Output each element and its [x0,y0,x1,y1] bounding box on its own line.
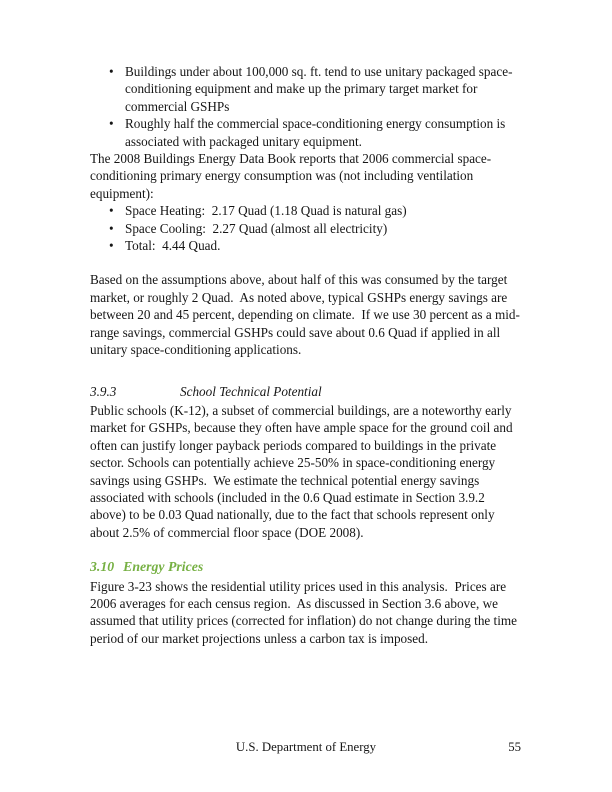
list-item: • Space Cooling: 2.27 Quad (almost all electricity) [125,220,523,237]
heading-title: Energy Prices [123,559,204,575]
paragraph-energy-prices: Figure 3-23 shows the residential utility prices used in this analysis. Prices are 2006 averages for each census region. As discussed in Section 3.6 above, we assumed that utility prices (corrected for inflation) do not change during the time period of our market projections unless a carbon tax is imposed. [90,578,521,646]
spacer [90,254,523,271]
heading-number: 3.10 [90,559,115,575]
paragraph-data-book: The 2008 Buildings Energy Data Book reports that 2006 commercial space-conditioning primary energy consumption was (not including ventilation equipment): [90,151,492,201]
heading-title: School Technical Potential [180,383,322,399]
spacer [90,541,523,558]
heading-school-technical-potential [90,383,523,400]
list-item: • Roughly half the commercial space-conditioning energy consumption is associated with packaged unitary equipment. [125,115,523,150]
consumption-bullet-list [90,202,523,254]
spacer [90,359,523,383]
footer-organization: U.S. Department of Energy [235,740,377,754]
list-item: • Buildings under about 100,000 sq. ft. tend to use unitary packaged space-conditioning equipment and make up the primary target market for commercial GSHPs [125,63,523,115]
page-body [90,63,523,647]
heading-number: 3.9.3 [90,383,117,399]
market-bullet-list [90,63,523,150]
list-item: • Total: 4.44 Quad. [125,237,523,254]
list-item: • Space Heating: 2.17 Quad (1.18 Quad is natural gas) [125,202,523,219]
paragraph-assumptions: Based on the assumptions above, about half of this was consumed by the target market, or roughly 2 Quad. As noted above, typical GSHPs energy savings are between 20 and 45 percent, depending on climate. If we use 30 percent as a mid-range savings, commercial GSHPs could save about 0.6 Quad if applied in all unitary space-conditioning applications. [90,272,520,358]
footer-page-number: 55 [508,740,521,754]
heading-energy-prices [90,558,523,575]
paragraph-schools: Public schools (K-12), a subset of commercial buildings, are a noteworthy early market for GSHPs, because they often have ample space for the ground coil and often can justify longer payback periods compared to buildings in the private sector. Schools can potentially achieve 25-50% in space-conditioning energy savings using GSHPs. We estimate the technical potential energy savings associated with schools (included in the 0.6 Quad estimate in Section 3.9.2 above) to be 0.03 Quad nationally, due to the fact that schools represent only about 2.5% of commercial floor space (DOE 2008). [90,402,516,540]
